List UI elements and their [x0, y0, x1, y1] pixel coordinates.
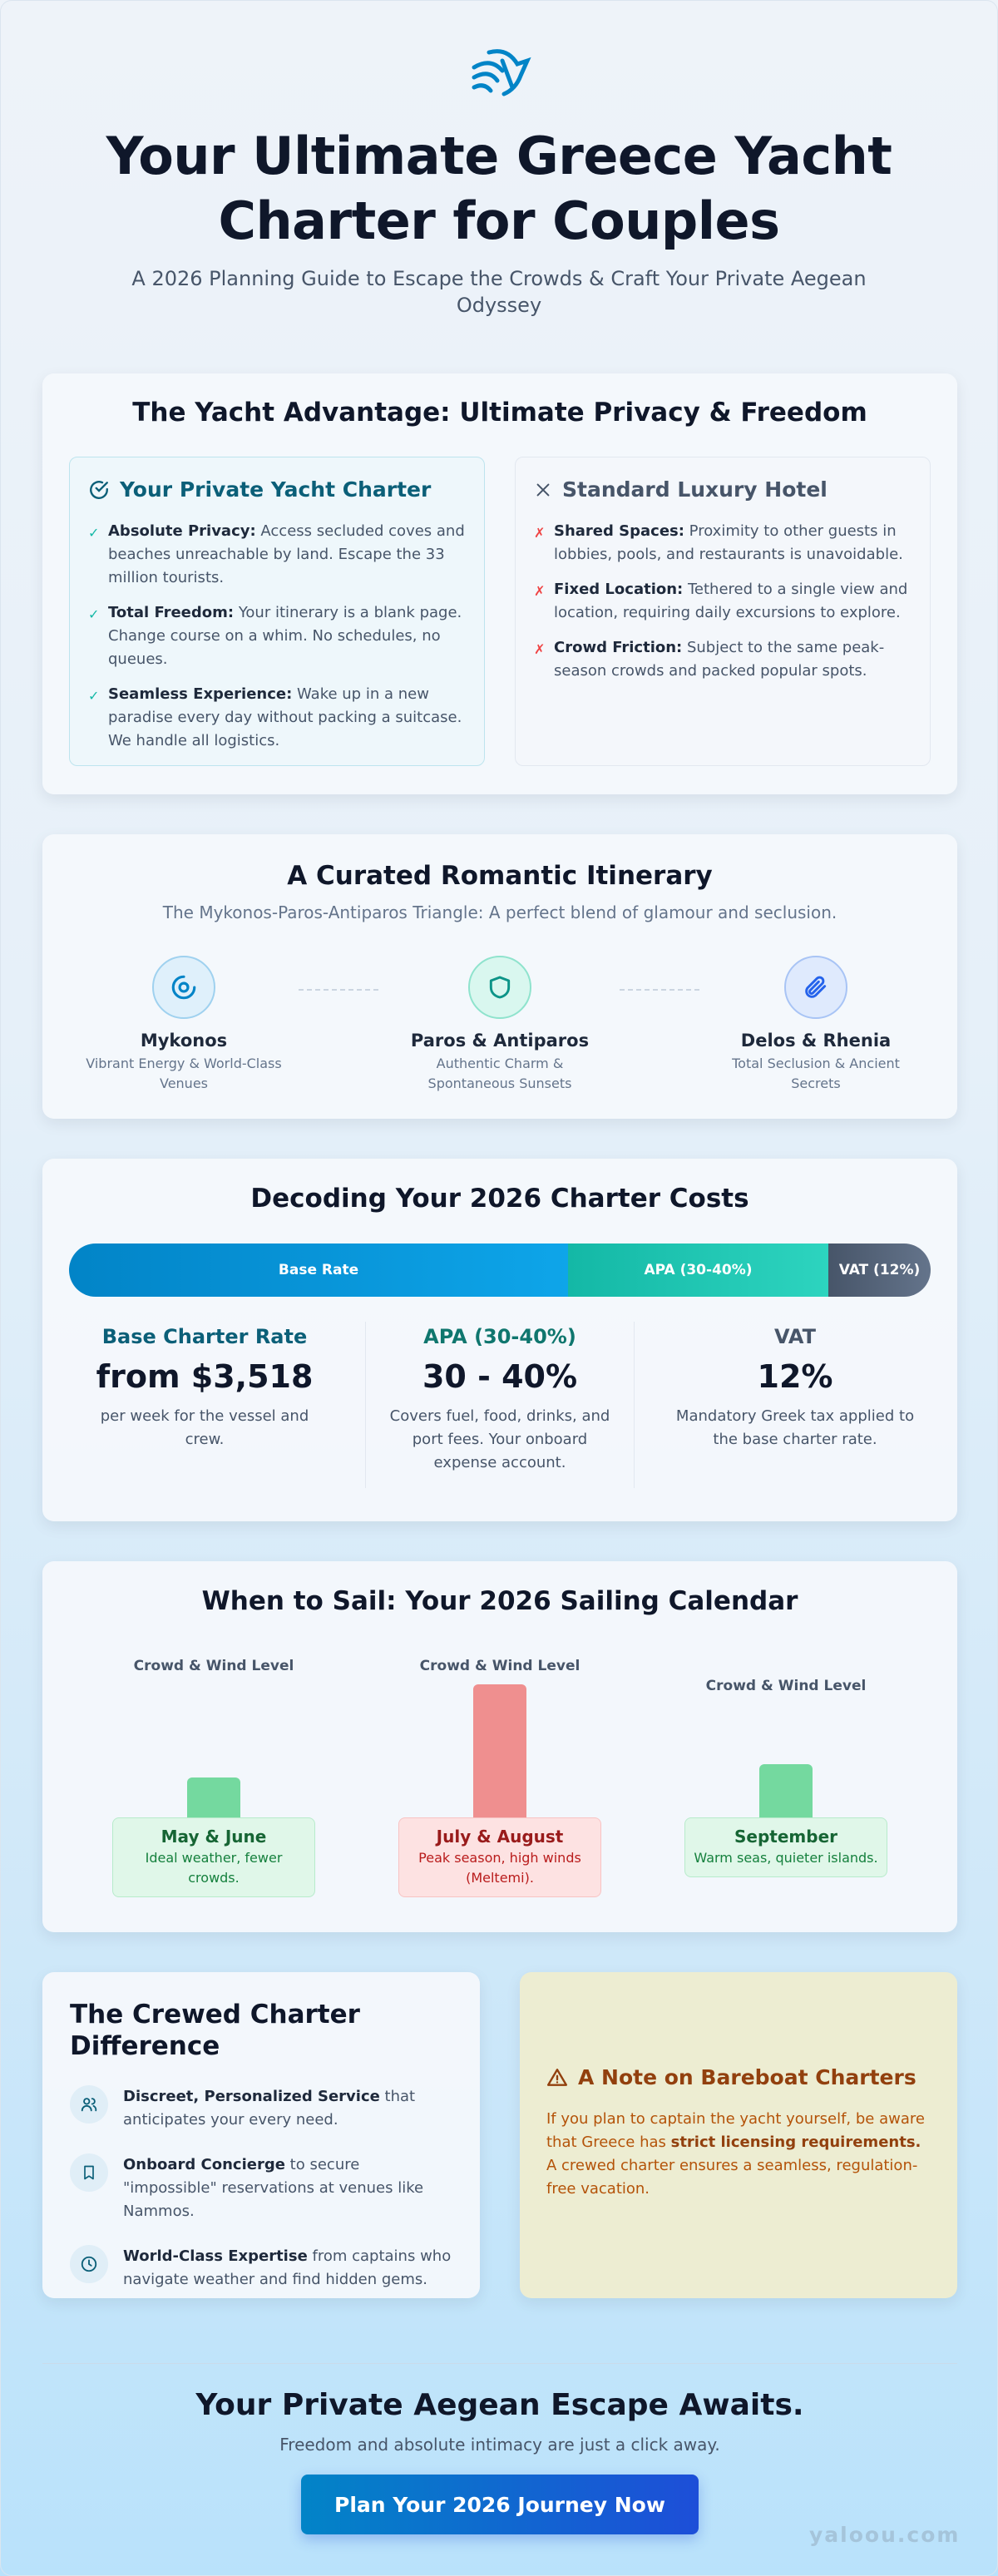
check-icon: ✓: [88, 525, 100, 541]
season-july-august: [398, 1658, 601, 1897]
yacht-benefits-list: [88, 520, 466, 753]
cost-note: per week for the vessel and crew.: [100, 1407, 309, 1448]
cost-value: 12%: [757, 1358, 833, 1395]
section-heading: The Crewed Charter Difference: [70, 2000, 360, 2061]
section-heading: When to Sail: Your 2026 Sailing Calendar: [201, 1586, 798, 1616]
bareboat-note-card: [520, 1972, 957, 2298]
cross-icon: ✗: [534, 525, 546, 541]
bookmark-icon: [81, 2164, 97, 2181]
page-subtitle: A 2026 Planning Guide to Escape the Crowds & Craft Your Private Aegean Odyssey: [131, 267, 867, 317]
brand-watermark: yaloou.com: [809, 2523, 961, 2547]
stop-description: Vibrant Energy & World-Class Venues: [86, 1056, 282, 1091]
page-title: Your Ultimate Greece Yacht Charter for Couples: [106, 126, 892, 251]
season-name: September: [734, 1827, 837, 1847]
hotel-card: [515, 457, 931, 766]
yacht-card-title: Your Private Yacht Charter: [120, 477, 432, 502]
perk-item: World-Class Expertise from captains who navigate weather and find hidden gems.: [70, 2245, 452, 2292]
season-level-bar: [759, 1764, 813, 1817]
section-heading: The Yacht Advantage: Ultimate Privacy & Freedom: [132, 398, 867, 428]
yacht-charter-card: [69, 457, 485, 766]
season-description: Warm seas, quieter islands.: [694, 1850, 878, 1866]
list-item: ✗ Fixed Location: Tethered to a single view and location, requiring daily excursions to explore.: [534, 578, 912, 625]
itinerary-stop-delos: [708, 956, 924, 1094]
paperclip-icon: [803, 974, 829, 1001]
hotel-drawbacks-list: [534, 520, 912, 683]
divider: [634, 1322, 635, 1488]
cost-label: Base Charter Rate: [101, 1325, 308, 1348]
cost-label: VAT: [773, 1325, 817, 1348]
cross-icon: ✗: [534, 583, 546, 599]
season-description: Ideal weather, fewer crowds.: [145, 1850, 283, 1886]
cost-label: APA (30-40%): [423, 1325, 576, 1348]
list-item: ✓ Absolute Privacy: Access secluded coves and beaches unreachable by land. Escape the 33 million tourists.: [88, 520, 466, 590]
perk-item: Discreet, Personalized Service that anticipates your every need.: [70, 2085, 452, 2132]
perk-item: Onboard Concierge to secure "impossible" reservations at venues like Nammos.: [70, 2153, 452, 2223]
stop-description: Total Seclusion & Ancient Secrets: [732, 1056, 900, 1091]
footer-subheading: Freedom and absolute intimacy are just a click away.: [279, 2435, 720, 2455]
warning-triangle-icon: [546, 2067, 568, 2089]
target-swirl-icon: [170, 973, 198, 1001]
section-heading: Decoding Your 2026 Charter Costs: [250, 1184, 749, 1214]
check-icon: ✓: [88, 688, 100, 704]
sailing-calendar-section: [42, 1561, 957, 1932]
cost-segment-apa: APA (30-40%): [568, 1244, 828, 1297]
list-item: ✗ Crowd Friction: Subject to the same peak-season crowds and packed popular spots.: [534, 636, 912, 683]
season-september: [684, 1678, 887, 1877]
season-name: May & June: [161, 1827, 267, 1847]
yacht-advantage-section: [42, 373, 957, 794]
cost-value: 30 - 40%: [422, 1358, 578, 1395]
page-header: [1, 1, 997, 319]
divider: [42, 2363, 957, 2364]
itinerary-stop-mykonos: [76, 956, 292, 1094]
season-description: Peak season, high winds (Meltemi).: [418, 1850, 581, 1886]
stop-name: Delos & Rhenia: [740, 1031, 892, 1051]
charter-costs-section: [42, 1159, 957, 1521]
cost-apa: [366, 1325, 634, 1475]
season-label-box: [112, 1817, 315, 1897]
season-may-june: [112, 1658, 315, 1897]
check-circle-icon: [88, 479, 110, 501]
hotel-card-title: Standard Luxury Hotel: [562, 477, 828, 502]
compass-icon: [80, 2255, 98, 2273]
cost-vat: [661, 1325, 929, 1451]
footer-heading: Your Private Aegean Escape Awaits.: [195, 2388, 804, 2422]
cost-breakdown-bar: [69, 1244, 931, 1297]
cost-value: from $3,518: [96, 1358, 314, 1395]
bareboat-heading: A Note on Bareboat Charters: [578, 2065, 916, 2089]
itinerary-stop-paros: [392, 956, 608, 1094]
bareboat-text: If you plan to captain the yacht yourself, be aware that Greece has strict licensing requirements. A crewed charter ensures a seamless, regulation-free vacation.: [546, 2110, 925, 2198]
cost-note: Covers fuel, food, drinks, and port fees. Your onboard expense account.: [389, 1407, 610, 1471]
season-name: July & August: [436, 1827, 564, 1847]
people-icon: [80, 2095, 98, 2114]
season-level-bar: [473, 1684, 526, 1817]
itinerary-section: [42, 834, 957, 1119]
cost-base-charter: [71, 1325, 338, 1451]
list-item: ✓ Seamless Experience: Wake up in a new paradise every day without packing a suitcase. We handle all logistics.: [88, 683, 466, 753]
cross-icon: ✗: [534, 641, 546, 657]
cost-note: Mandatory Greek tax applied to the base charter rate.: [675, 1407, 915, 1448]
stop-description: Authentic Charm & Spontaneous Sunsets: [427, 1056, 572, 1091]
season-label-box: [398, 1817, 601, 1897]
stop-name: Mykonos: [140, 1031, 228, 1051]
list-item: ✓ Total Freedom: Your itinerary is a blank page. Change course on a whim. No schedules, no queues.: [88, 601, 466, 671]
x-icon: [534, 481, 552, 499]
stop-name: Paros & Antiparos: [410, 1031, 590, 1051]
season-metric-label: Crowd & Wind Level: [419, 1658, 581, 1674]
route-connector: [299, 989, 378, 991]
season-label-box: [684, 1817, 887, 1877]
season-metric-label: Crowd & Wind Level: [705, 1678, 867, 1694]
list-item: ✗ Shared Spaces: Proximity to other guests in lobbies, pools, and restaurants is unavoidable.: [534, 520, 912, 566]
cost-segment-vat: VAT (12%): [828, 1244, 931, 1297]
section-subheading: The Mykonos-Paros-Antiparos Triangle: A perfect blend of glamour and seclusion.: [162, 902, 837, 922]
cost-segment-base: Base Rate: [69, 1244, 568, 1297]
check-icon: ✓: [88, 606, 100, 622]
season-level-bar: [187, 1777, 240, 1817]
plan-journey-button[interactable]: Plan Your 2026 Journey Now: [301, 2475, 699, 2534]
shield-icon: [487, 974, 513, 1001]
sailboat-wind-logo: [466, 42, 532, 109]
section-heading: A Curated Romantic Itinerary: [287, 861, 713, 891]
route-connector: [620, 989, 699, 991]
season-metric-label: Crowd & Wind Level: [133, 1658, 294, 1674]
crewed-charter-card: [42, 1972, 480, 2298]
